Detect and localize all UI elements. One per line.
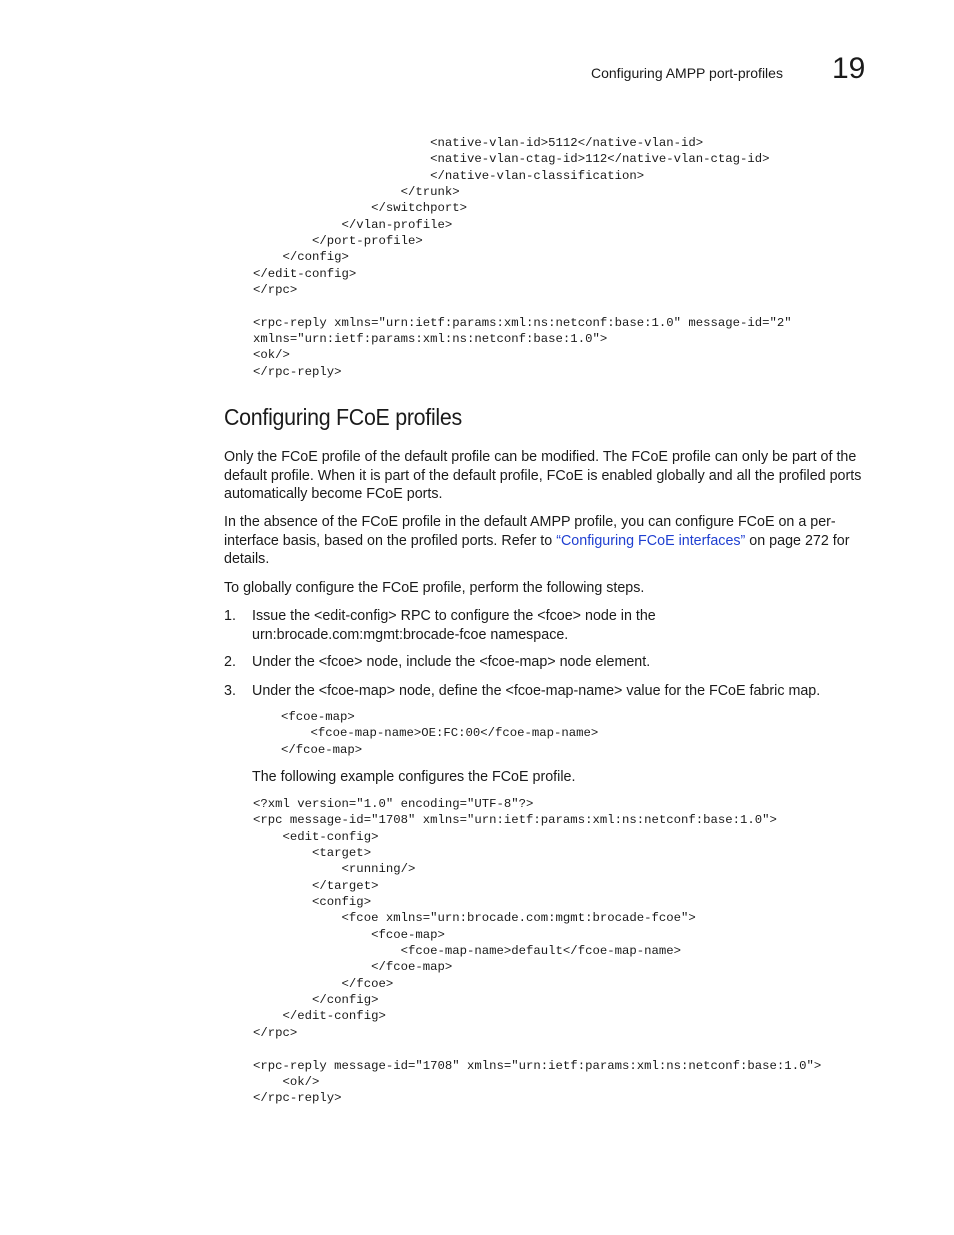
code-line: </vlan-profile>: [253, 217, 453, 232]
code-line: </config>: [253, 993, 379, 1008]
code-line: <config>: [253, 895, 372, 910]
code-line: </edit-config>: [253, 266, 357, 281]
code-line: <ok/>: [253, 348, 290, 363]
code-line: </switchport>: [253, 201, 468, 216]
step-number: 3.: [224, 683, 236, 699]
code-line: <target>: [253, 846, 372, 861]
code-line: <native-vlan-ctag-id>112</native-vlan-ctag-id>: [253, 152, 770, 167]
paragraph-steps-intro: To globally configure the FCoE profile, perform the following steps.: [224, 580, 645, 596]
step-text: Under the <fcoe-map> node, define the <fcoe-map-name> value for the FCoE fabric map.: [252, 683, 821, 699]
step-text: [252, 607, 872, 644]
paragraph-text: In the absence of the FCoE profile in the default AMPP profile, you can configure FCoE on a per-interface basis, based on the profiled ports. Refer to: [224, 514, 836, 549]
code-line: <fcoe-map>: [281, 710, 355, 724]
code-line: </edit-config>: [253, 1009, 386, 1024]
code-line: <rpc-reply xmlns="urn:ietf:params:xml:ns:netconf:base:1.0" message-id="2": [253, 315, 792, 330]
code-block-1: [253, 135, 792, 380]
code-line: </fcoe-map>: [281, 742, 363, 757]
paragraph-text: on page 272 for details.: [224, 532, 850, 568]
paragraph-reference: [224, 513, 874, 569]
code-block-3: [253, 796, 821, 1107]
code-line: </trunk>: [253, 185, 460, 200]
code-line: <rpc message-id="1708" xmlns="urn:ietf:params:xml:ns:netconf:base:1.0">: [253, 813, 777, 828]
step-number: 2.: [224, 654, 236, 670]
code-line: <?xml version="1.0" encoding="UTF-8"?>: [253, 797, 534, 811]
step-text: Under the <fcoe> node, include the <fcoe-map> node element.: [252, 654, 651, 670]
code-line: <running/>: [253, 862, 416, 877]
code-line: [253, 1041, 821, 1057]
code-line: xmlns="urn:ietf:params:xml:ns:netconf:base:1.0">: [253, 332, 608, 347]
paragraph-intro: Only the FCoE profile of the default profile can be modified. The FCoE profile can only be part of the default profile. When it is part of the default profile, FCoE is enabled globally and all the profiled ports automatically become FCoE ports.: [224, 449, 862, 503]
code-line: </rpc-reply>: [253, 1091, 342, 1106]
code-line: <fcoe-map-name>default</fcoe-map-name>: [253, 944, 682, 959]
paragraph-example-intro: The following example configures the FCoE profile.: [252, 769, 576, 785]
step-line: urn:brocade.com:mgmt:brocade-fcoe namespace.: [252, 626, 569, 643]
code-line: <fcoe-map>: [253, 927, 445, 942]
fcoe-interfaces-link[interactable]: “Configuring FCoE interfaces”: [556, 532, 746, 549]
code-line: </rpc>: [253, 1025, 298, 1040]
code-line: <fcoe-map-name>OE:FC:00</fcoe-map-name>: [281, 726, 599, 741]
code-line: <native-vlan-id>5112</native-vlan-id>: [253, 136, 704, 150]
code-line: </target>: [253, 878, 379, 893]
code-line: </rpc>: [253, 283, 298, 298]
code-line: <ok/>: [253, 1074, 320, 1089]
step-line: Issue the <edit-config> RPC to configure the <fcoe> node in the: [252, 608, 656, 624]
code-line: <edit-config>: [253, 829, 379, 844]
code-line: </fcoe>: [253, 976, 394, 991]
code-line: </config>: [253, 250, 349, 265]
chapter-number: 19: [832, 52, 866, 85]
code-line: </fcoe-map>: [253, 960, 453, 975]
header-section-title: Configuring AMPP port-profiles: [591, 65, 783, 81]
code-line: <fcoe xmlns="urn:brocade.com:mgmt:brocade-fcoe">: [253, 911, 696, 926]
code-line: </port-profile>: [253, 234, 423, 249]
code-line: </rpc-reply>: [253, 364, 342, 379]
section-heading: Configuring FCoE profiles: [224, 404, 462, 430]
code-line: [253, 298, 792, 314]
code-line: <rpc-reply message-id="1708" xmlns="urn:ietf:params:xml:ns:netconf:base:1.0">: [253, 1058, 822, 1073]
step-number: 1.: [224, 608, 236, 624]
code-block-2: [281, 709, 598, 758]
code-line: </native-vlan-classification>: [253, 168, 645, 183]
